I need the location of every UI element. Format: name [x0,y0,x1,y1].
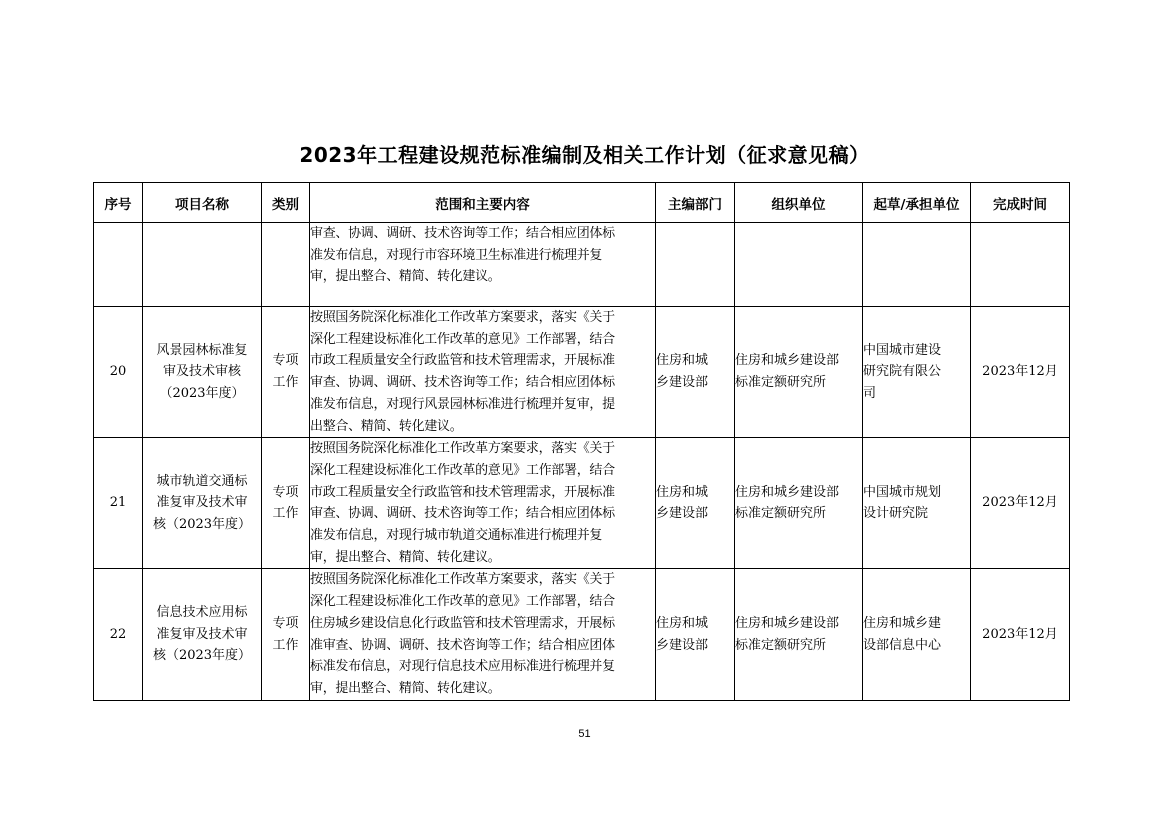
cell-name: 风景园林标准复 审及技术审核 （2023年度） [143,307,262,438]
cell-drafter: 中国城市规划 设计研究院 [863,438,971,569]
table-row [94,569,1070,700]
cell-empty [735,223,863,307]
header-name: 项目名称 [143,183,262,223]
header-type: 类别 [262,183,310,223]
cell-seq: 20 [94,307,143,438]
cell-org: 住房和城乡建设部 标准定额研究所 [735,307,863,438]
cell-empty [262,223,310,307]
cell-type: 专项 工作 [262,569,310,700]
header-scope: 范围和主要内容 [310,183,656,223]
cell-org: 住房和城乡建设部 标准定额研究所 [735,569,863,700]
cell-seq: 22 [94,569,143,700]
cell-deadline: 2023年12月 [971,307,1070,438]
cell-drafter: 住房和城乡建 设部信息中心 [863,569,971,700]
cell-empty [656,223,735,307]
cell-drafter: 中国城市建设 研究院有限公 司 [863,307,971,438]
cell-scope: 按照国务院深化标准化工作改革方案要求，落实《关于 深化工程建设标准化工作改革的意见》工作部署，结合 市政工程质量安全行政监管和技术管理需求，开展标准 审查、协调、调研、技术咨询等工作；结合相应团体标 准发布信息，对现行风景园林标准进行梳理并复审，提 出整合、精简、转化建议。 [310,307,656,438]
table-row [94,307,1070,438]
cell-deadline: 2023年12月 [971,438,1070,569]
cell-type: 专项 工作 [262,438,310,569]
table-row-continuation [94,223,1070,307]
work-plan-table [93,182,1070,701]
table-row [94,438,1070,569]
cell-deadline: 2023年12月 [971,569,1070,700]
cell-scope: 按照国务院深化标准化工作改革方案要求，落实《关于 深化工程建设标准化工作改革的意见》工作部署，结合 住房城乡建设信息化行政监管和技术管理需求，开展标 准审查、协调、调研、技术咨询等工作；结合相应团体 标准发布信息，对现行信息技术应用标准进行梳理并复 审，提出整合、精简、转化建议。 [310,569,656,700]
cell-name: 信息技术应用标 准复审及技术审 核（2023年度） [143,569,262,700]
cell-seq: 21 [94,438,143,569]
cell-empty [863,223,971,307]
page-number: 51 [578,728,591,740]
table-header-row [94,183,1070,223]
cell-scope: 按照国务院深化标准化工作改革方案要求，落实《关于 深化工程建设标准化工作改革的意见》工作部署，结合 市政工程质量安全行政监管和技术管理需求，开展标准 审查、协调、调研、技术咨询等工作；结合相应团体标 准发布信息，对现行城市轨道交通标准进行梳理并复 审，提出整合、精简、转化建议。 [310,438,656,569]
cell-empty [143,223,262,307]
header-dept: 主编部门 [656,183,735,223]
header-deadline: 完成时间 [971,183,1070,223]
cell-dept: 住房和城 乡建设部 [656,438,735,569]
header-org: 组织单位 [735,183,863,223]
cell-dept: 住房和城 乡建设部 [656,569,735,700]
header-seq: 序号 [94,183,143,223]
cell-name: 城市轨道交通标 准复审及技术审 核（2023年度） [143,438,262,569]
cell-empty [971,223,1070,307]
page-title: 2023年工程建设规范标准编制及相关工作计划（征求意见稿） [299,143,870,167]
cell-empty [94,223,143,307]
cell-scope: 审查、协调、调研、技术咨询等工作；结合相应团体标 准发布信息，对现行市容环境卫生标准进行梳理并复 审，提出整合、精简、转化建议。 [310,223,656,307]
header-drafter: 起草/承担单位 [863,183,971,223]
cell-org: 住房和城乡建设部 标准定额研究所 [735,438,863,569]
cell-type: 专项 工作 [262,307,310,438]
cell-dept: 住房和城 乡建设部 [656,307,735,438]
